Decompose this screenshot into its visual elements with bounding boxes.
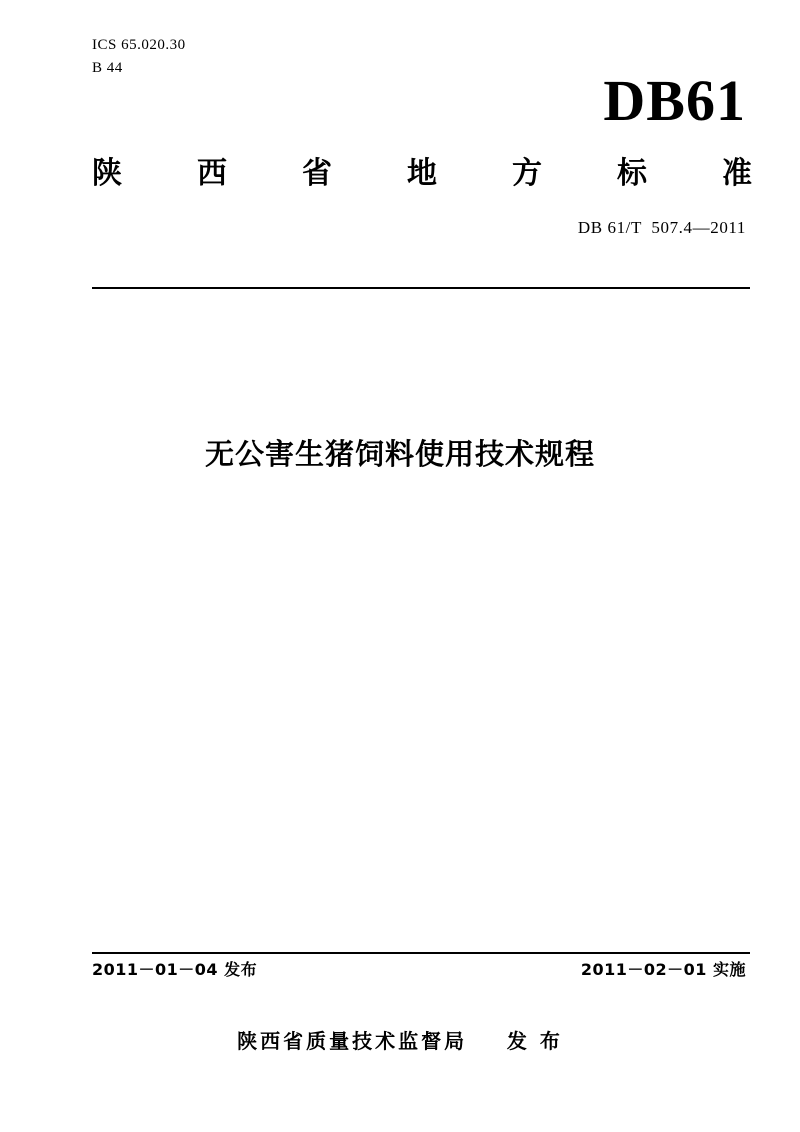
classification-code: B 44 — [92, 60, 123, 77]
series-title-char-7: 准 — [722, 156, 752, 191]
ics-code: ICS 65.020.30 — [92, 37, 186, 53]
issue-date: 2011－01－04 发布 — [92, 960, 258, 979]
standard-mark: DB61 — [603, 68, 746, 133]
document-title: 无公害生猪饲料使用技术规程 — [204, 437, 595, 471]
series-title-char-6: 标 — [617, 156, 647, 191]
classification-codes — [92, 34, 186, 81]
standard-series-title — [92, 148, 752, 192]
publisher: 陕西省质量技术监督局 发 布 — [237, 1029, 563, 1053]
series-title-char-1: 陕 — [92, 156, 122, 191]
series-title-char-3: 省 — [302, 156, 332, 191]
series-title-char-4: 地 — [407, 156, 437, 191]
header-divider — [92, 287, 750, 289]
series-title-char-2: 西 — [197, 156, 227, 191]
footer-divider — [92, 952, 750, 954]
standard-number: DB 61/T 507.4—2011 — [577, 218, 746, 237]
series-title-char-5: 方 — [512, 156, 542, 191]
effective-date: 2011－02－01 实施 — [580, 960, 746, 979]
